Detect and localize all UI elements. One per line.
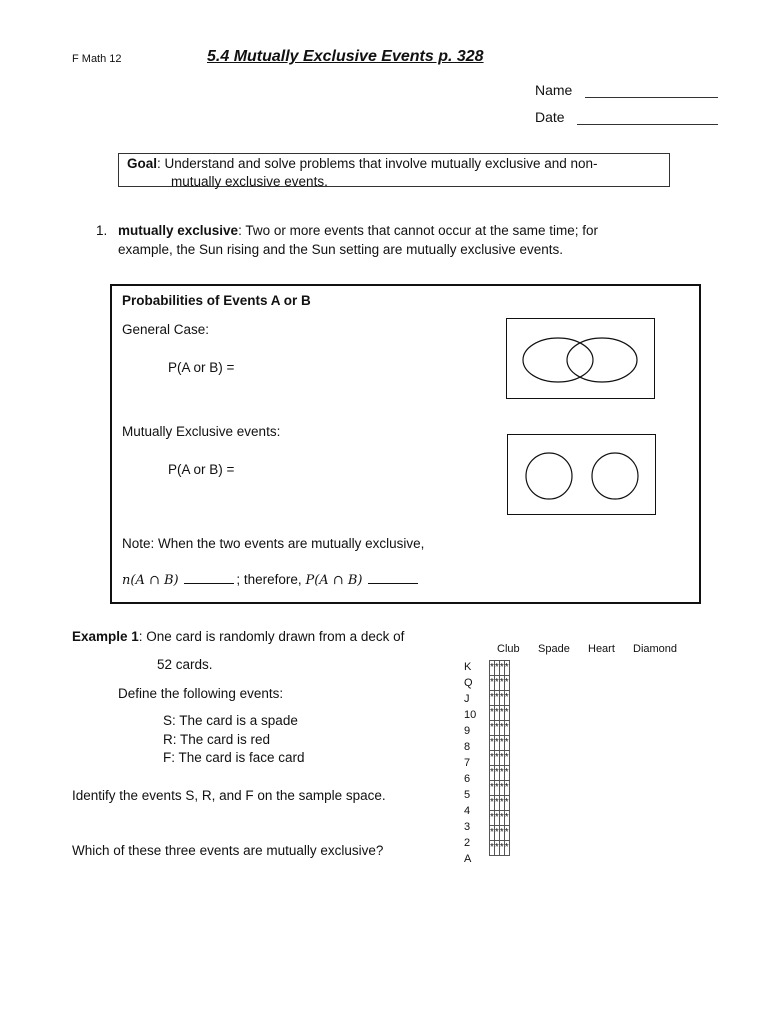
deck-row xyxy=(490,796,510,811)
deck-row xyxy=(490,811,510,826)
example1-intro xyxy=(72,629,404,644)
card-cell: * xyxy=(490,676,495,691)
event-f: F: The card is face card xyxy=(163,750,305,765)
card-cell: * xyxy=(499,691,504,706)
item-number: 1. xyxy=(96,223,108,238)
card-cell: * xyxy=(494,826,499,841)
deck-row xyxy=(490,826,510,841)
suit-header-diamond: Diamond xyxy=(633,643,678,655)
deck-row xyxy=(490,781,510,796)
card-cell: * xyxy=(490,691,495,706)
card-cell: * xyxy=(494,691,499,706)
venn-disjoint-circle-a xyxy=(526,453,572,499)
deck-row xyxy=(490,691,510,706)
card-cell: * xyxy=(499,736,504,751)
mutex-formula: P(A or B) = xyxy=(168,462,235,477)
venn-overlapping-diagram xyxy=(506,318,656,400)
card-cell: * xyxy=(499,811,504,826)
card-cell: * xyxy=(494,841,499,856)
venn-overlapping-frame xyxy=(507,319,655,399)
deck-grid xyxy=(489,660,510,856)
term-mutually-exclusive: mutually exclusive xyxy=(118,223,239,238)
rank-label: 7 xyxy=(464,757,471,769)
venn-disjoint-diagram xyxy=(507,434,657,516)
deck-row xyxy=(490,661,510,676)
goal-label: Goal xyxy=(127,156,158,171)
card-cell: * xyxy=(494,751,499,766)
card-cell: * xyxy=(504,736,509,751)
card-cell: * xyxy=(490,751,495,766)
rank-label: K xyxy=(464,661,472,673)
event-s: S: The card is a spade xyxy=(163,713,298,728)
card-cell: * xyxy=(490,811,495,826)
card-cell: * xyxy=(499,721,504,736)
mutex-question: Which of these three events are mutually exclusive? xyxy=(72,843,384,858)
deck-row xyxy=(490,676,510,691)
rank-label: Q xyxy=(464,677,473,689)
define-events-label: Define the following events: xyxy=(118,686,284,701)
deck-row xyxy=(490,706,510,721)
card-cell: * xyxy=(504,796,509,811)
rank-label: J xyxy=(464,693,470,705)
deck-row xyxy=(490,736,510,751)
therefore-text: ; therefore, xyxy=(236,572,302,587)
card-cell: * xyxy=(490,841,495,856)
example1-line1: : One card is randomly drawn from a deck of xyxy=(138,629,405,644)
card-cell: * xyxy=(494,811,499,826)
venn-disjoint-frame xyxy=(508,435,656,515)
suit-header-heart: Heart xyxy=(588,643,615,655)
goal-text-line2: mutually exclusive events. xyxy=(171,174,328,189)
card-cell: * xyxy=(499,661,504,676)
probability-box xyxy=(110,284,701,604)
card-cell: * xyxy=(499,751,504,766)
card-cell: * xyxy=(504,781,509,796)
card-cell: * xyxy=(494,706,499,721)
definition-line1: : Two or more events that cannot occur at the same time; for xyxy=(238,223,598,238)
card-cell: * xyxy=(499,796,504,811)
p-answer-blank xyxy=(368,571,418,584)
venn-disjoint-circle-b xyxy=(592,453,638,499)
rank-label: 9 xyxy=(464,725,471,737)
goal-box xyxy=(118,153,670,187)
rank-label: 8 xyxy=(464,741,471,753)
prob-box-heading: Probabilities of Events A or B xyxy=(122,293,311,308)
definition-item xyxy=(96,221,676,259)
card-cell: * xyxy=(499,841,504,856)
venn-circle-b xyxy=(567,338,637,382)
deck-row xyxy=(490,751,510,766)
card-cell: * xyxy=(504,661,509,676)
rank-label: 6 xyxy=(464,773,471,785)
rank-label: 4 xyxy=(464,805,471,817)
card-cell: * xyxy=(494,766,499,781)
course-label: F Math 12 xyxy=(72,53,122,65)
card-cell: * xyxy=(499,676,504,691)
rank-label: 2 xyxy=(464,837,471,849)
card-cell: * xyxy=(490,826,495,841)
card-cell: * xyxy=(490,736,495,751)
venn-circle-a xyxy=(523,338,593,382)
name-line xyxy=(585,83,718,98)
rank-label: A xyxy=(464,853,472,865)
suit-header-spade: Spade xyxy=(538,643,570,655)
definition-line2: example, the Sun rising and the Sun setting are mutually exclusive events. xyxy=(118,242,563,257)
rank-label: 5 xyxy=(464,789,471,801)
page-title: 5.4 Mutually Exclusive Events p. 328 xyxy=(207,48,484,65)
note-text: Note: When the two events are mutually exclusive, xyxy=(122,536,425,551)
card-cell: * xyxy=(494,676,499,691)
p-intersection-expr: P(A ∩ B) xyxy=(305,573,363,588)
identify-instruction: Identify the events S, R, and F on the sample space. xyxy=(72,788,386,803)
date-line xyxy=(577,110,718,125)
card-cell: * xyxy=(504,721,509,736)
suit-header-club: Club xyxy=(497,643,520,655)
date-row xyxy=(535,109,718,125)
mutex-label: Mutually Exclusive events: xyxy=(122,424,281,439)
card-cell: * xyxy=(490,661,495,676)
card-cell: * xyxy=(494,721,499,736)
card-cell: * xyxy=(504,826,509,841)
card-cell: * xyxy=(499,706,504,721)
date-label: Date xyxy=(535,109,565,125)
deck-row xyxy=(490,721,510,736)
card-cell: * xyxy=(499,766,504,781)
card-cell: * xyxy=(504,841,509,856)
rank-label: 10 xyxy=(464,709,477,721)
example1-label: Example 1 xyxy=(72,629,139,644)
general-case-label: General Case: xyxy=(122,322,210,337)
card-cell: * xyxy=(504,766,509,781)
card-cell: * xyxy=(494,796,499,811)
event-r: R: The card is red xyxy=(163,732,271,747)
n-intersection-expr: n(A ∩ B) xyxy=(122,573,179,588)
card-cell: * xyxy=(494,736,499,751)
card-cell: * xyxy=(490,766,495,781)
example1-line2: 52 cards. xyxy=(157,657,213,672)
card-cell: * xyxy=(490,721,495,736)
n-answer-blank xyxy=(184,571,234,584)
card-cell: * xyxy=(504,691,509,706)
card-cell: * xyxy=(494,661,499,676)
card-cell: * xyxy=(504,811,509,826)
general-formula: P(A or B) = xyxy=(168,360,235,375)
name-row xyxy=(535,82,718,98)
card-cell: * xyxy=(504,706,509,721)
card-cell: * xyxy=(504,751,509,766)
card-cell: * xyxy=(490,796,495,811)
name-label: Name xyxy=(535,82,573,98)
goal-text-line1: : Understand and solve problems that involve mutually exclusive and non- xyxy=(157,156,598,171)
card-cell: * xyxy=(490,706,495,721)
deck-row xyxy=(490,841,510,856)
rank-label: 3 xyxy=(464,821,471,833)
card-cell: * xyxy=(504,676,509,691)
card-cell: * xyxy=(494,781,499,796)
card-cell: * xyxy=(499,781,504,796)
note-formula-row xyxy=(122,571,420,588)
card-cell: * xyxy=(499,826,504,841)
card-cell: * xyxy=(490,781,495,796)
deck-row xyxy=(490,766,510,781)
